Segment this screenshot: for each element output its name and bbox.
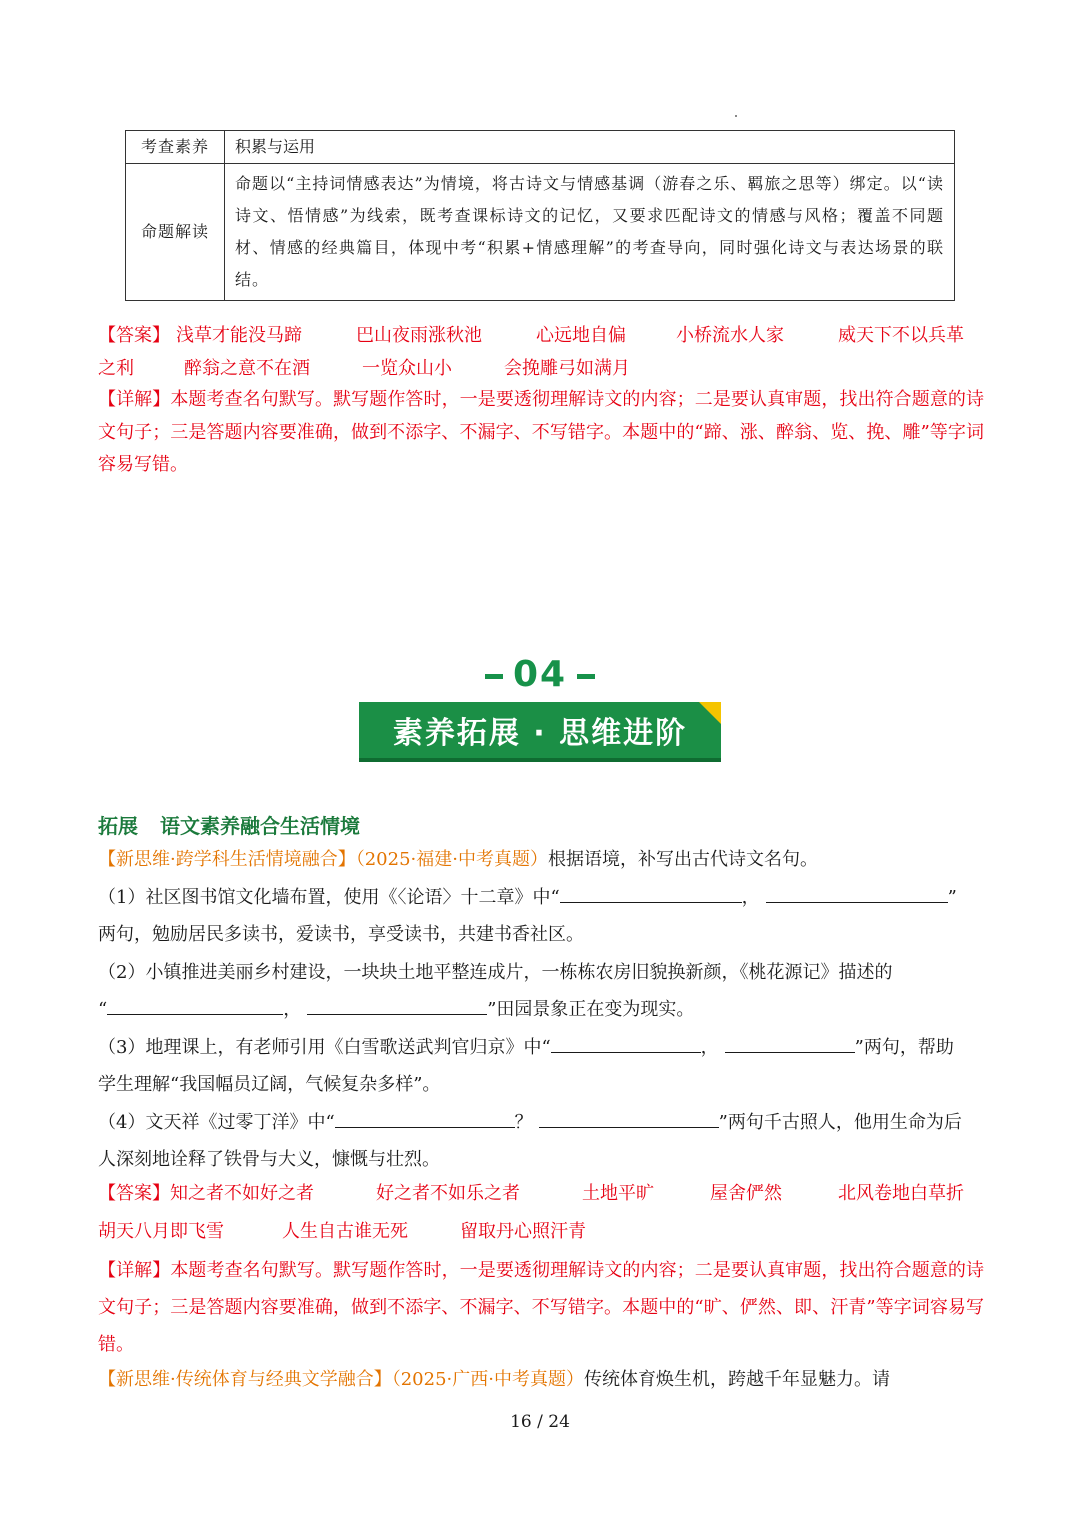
answer-item: 醉翁之意不在酒 [184,357,310,379]
answer-blank[interactable] [551,1032,701,1053]
answer-tag: 【答案】 [98,325,170,346]
answer-item: 屋舍俨然 [710,1183,782,1204]
answer-item: 土地平旷 [582,1183,654,1204]
q3-tail: ”两句，帮助 [854,1036,954,1058]
question-source: （2025·广西·中考真题） [391,1369,584,1390]
question-1 [98,844,984,1177]
sub-question-1-cont: 两句，勉励居民多读书，爱读书，享受读书，共建书香社区。 [98,924,584,945]
sub-question-4-cont: 人深刻地诠释了铁骨与大义，慷慨与壮烈。 [98,1149,440,1170]
dash-right [577,674,595,679]
banner-title: 素养拓展 · 思维进阶 [392,716,688,751]
section-heading [98,810,382,839]
answer-item: 胡天八月即飞雪 [98,1220,224,1242]
answer-item: 好之者不如乐之者 [376,1183,520,1204]
sub-question-4 [98,1107,984,1140]
answer-item: 小桥流水人家 [676,325,784,346]
literacy-value: 积累与运用 [225,131,955,164]
answer-item: 威天下不以兵革 [838,325,964,346]
answer-item: 人生自古谁无死 [282,1220,408,1242]
answer-item: 会挽雕弓如满月 [504,357,630,379]
section-number-text: 04 [512,654,568,695]
detail-block-1 [98,384,984,482]
answer-item: 巴山夜雨涨秋池 [356,325,482,346]
answer-blank[interactable] [725,1032,855,1053]
q4-tail: ”两句千古照人，他用生命为后 [718,1111,962,1133]
sub-question-3 [98,1032,984,1065]
answer-block-2 [98,1178,984,1248]
interpretation-label: 命题解读 [126,164,225,301]
answer-blank[interactable] [560,882,742,903]
answer-row [98,320,984,353]
sub-question-3-cont: 学生理解“我国幅员辽阔，气候复杂多样”。 [98,1074,441,1095]
answer-item: 一览众山小 [362,357,452,379]
q4-question-mark: ？ [514,1111,533,1133]
answer-item: 之利 [98,357,134,379]
literacy-label: 考查素养 [126,131,225,164]
answer-item: 留取丹心照汗青 [460,1220,586,1242]
q3-text: （3）地理课上，有老师引用《白雪歌送武判官归京》中“ [98,1036,551,1058]
q1-comma: ， [741,886,760,908]
question-tag: 【新思维·传统体育与经典文学融合】 [98,1369,392,1390]
banner-corner [699,702,721,724]
detail-text: 本题考查名句默写。默写题作答时，一是要透彻理解诗文的内容；二是要认真审题，找出符合题意的诗文句子；三是答题内容要准确，做到不添字、不漏字、不写错字。本题中的“蹄、涨、醉翁、览、挽、雕”等字词容易写错。 [98,389,985,475]
exam-info-table [125,130,955,301]
sub-question-2: （2）小镇推进美丽乡村建设，一块块土地平整连成片，一栋栋农房旧貌换新颜，《桃花源记》描述的 [98,961,893,983]
question-source: （2025·福建·中考真题） [355,849,548,870]
detail-text: 本题考查名句默写。默写题作答时，一是要透彻理解诗文的内容；二是要认真审题，找出符合题意的诗文句子；三是答题内容要准确，做到不添字、不漏字、不写错字。本题中的“旷、俨然、即、汗青”等字词容易写错。 [98,1260,985,1355]
answer-blank[interactable] [766,882,948,903]
interpretation-value: 命题以“主持词情感表达”为情境，将古诗文与情感基调（游春之乐、羁旅之思等）绑定。以“读诗文、悟情感”为线索，既考查课标诗文的记忆，又要求匹配诗文的情感与风格；覆盖不同题材、情感的经典篇目，体现中考“积累+情感理解”的考查导向，同时强化诗文与表达场景的联结。 [225,164,955,301]
answer-row [98,1216,984,1249]
detail-tag: 【详解】 [98,1260,171,1281]
answer-blank[interactable] [107,994,283,1015]
q1-quote: ” [947,886,957,908]
question-1-intro [98,844,984,877]
answer-item: 知之者不如好之者 [170,1183,314,1204]
question-text: 传统体育焕生机，跨越千年显魅力。请 [584,1369,890,1390]
q3-comma: ， [700,1036,719,1058]
question-tag: 【新思维·跨学科生活情境融合】 [98,849,356,870]
answer-tag: 【答案】 [98,1183,170,1204]
section-number [0,654,1080,695]
section-banner [359,702,721,758]
stray-dot [735,115,737,117]
sub-question-1 [98,882,984,915]
question-2 [98,1364,984,1397]
q2-text: ”田园景象正在变为现实。 [487,999,695,1020]
question-prompt: 根据语境，补写出古代诗文名句。 [548,849,818,870]
sub-question-2-cont [98,994,984,1027]
answer-item: 心远地自偏 [536,325,626,346]
answer-blank[interactable] [335,1107,515,1128]
answer-blank[interactable] [307,994,487,1015]
page-number: 16 / 24 [510,1412,570,1432]
heading-prefix: 拓展 [98,814,138,838]
q2-quote: “ [98,999,108,1020]
heading-title: 语文素养融合生活情境 [160,814,360,838]
q4-text: （4）文天祥《过零丁洋》中“ [98,1111,335,1133]
detail-tag: 【详解】 [98,389,171,410]
answer-row [98,353,984,386]
q2-comma: ， [283,999,302,1020]
detail-block-2 [98,1252,984,1363]
q1-text: （1）社区图书馆文化墙布置，使用《〈论语〉十二章》中“ [98,886,560,908]
answer-block-1 [98,320,984,385]
answer-blank[interactable] [539,1107,719,1128]
dash-left [485,674,503,679]
answer-row [98,1178,984,1211]
answer-item: 浅草才能没马蹄 [176,325,302,346]
answer-item: 北风卷地白草折 [838,1183,964,1204]
